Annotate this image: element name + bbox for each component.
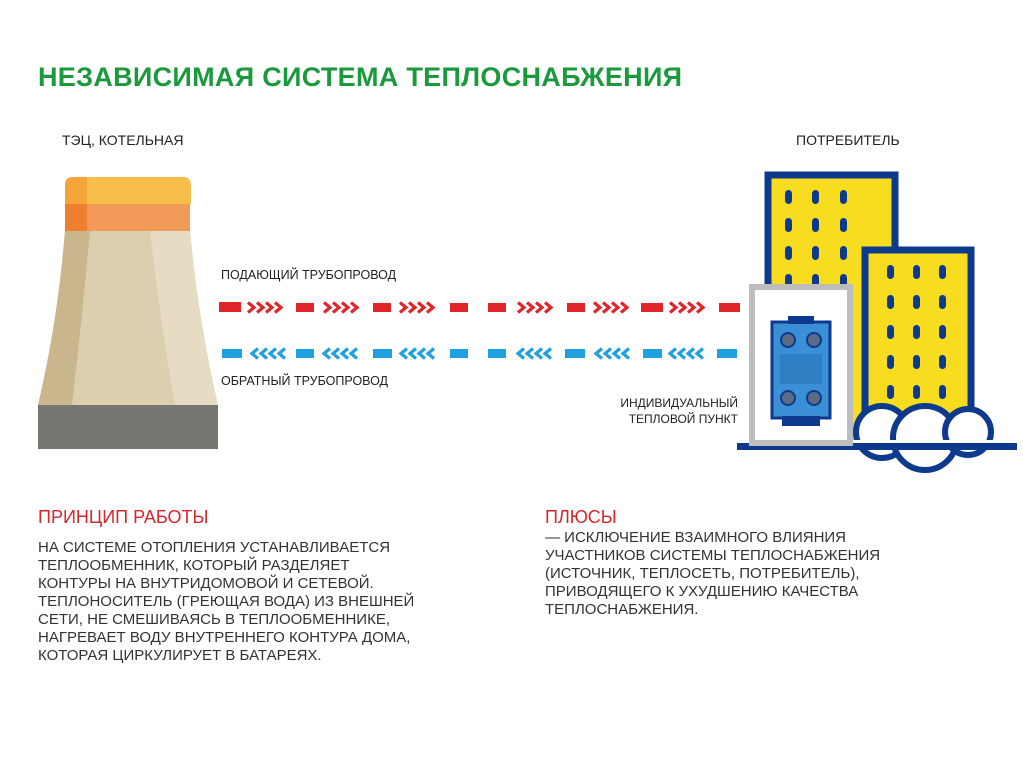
pluses-line: — ИСКЛЮЧЕНИЕ ВЗАИМНОГО ВЛИЯНИЯ	[545, 529, 847, 546]
window	[887, 355, 894, 369]
window	[913, 385, 920, 399]
window	[939, 355, 946, 369]
return-pipe-label: ОБРАТНЫЙ ТРУБОПРОВОД	[221, 374, 389, 388]
window	[887, 265, 894, 279]
principle-heading: ПРИНЦИП РАБОТЫ	[38, 507, 209, 527]
principle-line: НА СИСТЕМЕ ОТОПЛЕНИЯ УСТАНАВЛИВАЕТСЯ	[38, 539, 391, 556]
principle-line: КОТОРАЯ ЦИРКУЛИРУЕТ В БАТАРЕЯХ.	[38, 647, 322, 664]
pluses-line: ТЕПЛОСНАБЖЕНИЯ.	[545, 601, 699, 618]
principle-line: ТЕПЛОНОСИТЕЛЬ (ГРЕЮЩАЯ ВОДА) ИЗ ВНЕШНЕЙ	[38, 593, 415, 610]
window	[939, 265, 946, 279]
supply-pipe-label: ПОДАЮЩИЙ ТРУБОПРОВОД	[221, 268, 397, 282]
pluses-text	[545, 529, 905, 619]
window	[913, 355, 920, 369]
window	[913, 325, 920, 339]
window	[939, 295, 946, 309]
principle-line: ТЕПЛООБМЕННИК, КОТОРЫЙ РАЗДЕЛЯЕТ	[38, 557, 350, 574]
window	[939, 325, 946, 339]
window	[887, 295, 894, 309]
pluses-line: ПРИВОДЯЩЕГО К УХУДШЕНИЮ КАЧЕСТВА	[545, 583, 859, 600]
principle-text	[38, 539, 458, 665]
window	[887, 325, 894, 339]
page-title: НЕЗАВИСИМАЯ СИСТЕМА ТЕПЛОСНАБЖЕНИЯ	[38, 62, 683, 92]
heat-exchanger-icon	[0, 0, 860, 450]
window	[913, 295, 920, 309]
pluses-heading: ПЛЮСЫ	[545, 507, 617, 527]
heat-point-label-line2: ТЕПЛОВОЙ ПУНКТ	[628, 412, 738, 426]
pluses-line: УЧАСТНИКОВ СИСТЕМЫ ТЕПЛОСНАБЖЕНИЯ	[545, 547, 881, 564]
pluses-line: (ИСТОЧНИК, ТЕПЛОСЕТЬ, ПОТРЕБИТЕЛЬ),	[545, 565, 860, 582]
source-label: ТЭЦ, КОТЕЛЬНАЯ	[62, 132, 184, 148]
window	[887, 385, 894, 399]
heat-point-label-line1: ИНДИВИДУАЛЬНЫЙ	[620, 396, 738, 410]
principle-line: СЕТИ, НЕ СМЕШИВАЯСЬ В ТЕПЛООБМЕННИКЕ,	[38, 611, 391, 628]
principle-line: КОНТУРЫ НА ВНУТРИДОМОВОЙ И СЕТЕВОЙ.	[38, 575, 374, 592]
principle-line: НАГРЕВАЕТ ВОДУ ВНУТРЕННЕГО КОНТУРА ДОМА,	[38, 629, 411, 646]
consumer-label: ПОТРЕБИТЕЛЬ	[796, 132, 900, 148]
window	[913, 265, 920, 279]
window	[939, 385, 946, 399]
